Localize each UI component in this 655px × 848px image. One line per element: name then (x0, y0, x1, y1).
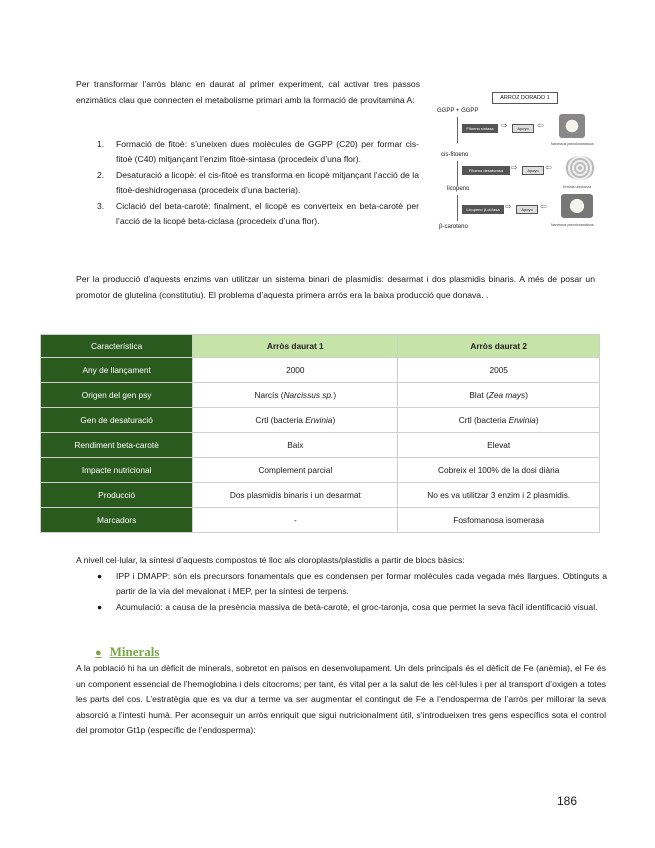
table-row (41, 358, 600, 383)
bacteria-image (565, 156, 595, 180)
arrow-right-icon: ⇦ (545, 163, 552, 172)
step-number: 1. (97, 139, 105, 149)
cell-paragraph: A nivell cel·lular, la síntesi d’aquests compostos té lloc als cloroplasts/plastidis a partir de blocs bàsics: (76, 555, 465, 565)
enzyme-box-crti: Fitoeno desaturasa bacteriana (462, 166, 510, 175)
enzyme-box-psy: Fitoeno sintasa (462, 124, 498, 133)
support-box: Apoyo (522, 166, 544, 175)
table-cell: 2000 (193, 358, 398, 383)
cell-text: Blat ( (469, 390, 489, 400)
cell-italic-text: Erwinia (305, 415, 333, 425)
table-row (41, 483, 600, 508)
pathway-line (457, 117, 458, 143)
row-header: Rendiment beta-carotè (41, 433, 193, 458)
table-cell: Cobreix el 100% de la dosi diària (398, 458, 600, 483)
step-item (97, 199, 419, 230)
arrow-right-icon: ⇦ (540, 202, 547, 211)
table-cell: Fosfomanosa isomerasa (398, 508, 600, 533)
cell-italic-text: Narcissus sp. (283, 390, 334, 400)
row-header: Marcadors (41, 508, 193, 533)
step-item (97, 168, 419, 199)
row-header: Any de llançament (41, 358, 193, 383)
ggpp-label: GGPP + GGPP (437, 108, 479, 114)
plasmid-paragraph: Per la producció d’aquests enzims van utilitzar un sistema binari de plasmidis: desarmat i dos plasmidis binaris. A més de posar un promotor de glutelina (constitutiu). El problema d’aquesta primera arrós era la baixa producció que donava. . (76, 274, 595, 300)
table-row (41, 383, 600, 408)
lycopene-label: licopeno (447, 186, 470, 192)
cell-text: ) (535, 415, 539, 425)
figure-title: ARROZ DORADO 1 (492, 92, 558, 104)
table-cell: Dos plasmidis binaris i un desarmat (193, 483, 398, 508)
cell-text: ) (333, 390, 337, 400)
table-cell: Complement parcial (193, 458, 398, 483)
row-header: Producció (41, 483, 193, 508)
figure-caption: Narcissus pseudonarcissus (551, 223, 594, 227)
bullet-icon: ● (97, 601, 103, 612)
step-number: 3. (97, 200, 105, 211)
step-number: 2. (97, 169, 105, 180)
table-row (41, 433, 600, 458)
row-header: Gen de desaturació (41, 408, 193, 433)
cell-text: Narcís ( (254, 390, 284, 400)
bullet-icon: ● (97, 571, 103, 581)
step-item (97, 137, 419, 168)
beta-carotene-label: β-caroteno (439, 224, 468, 230)
arrow-right-icon: ⇨ (505, 202, 512, 211)
cell-italic-text: Zea mays (488, 390, 526, 400)
table-cell (193, 408, 398, 433)
enzyme-box-lcy: Licopeno β-ciclasa (462, 205, 504, 214)
list-item-text: IPP i DMAPP: són els precursors fonamentals que es condensen per formar molècules cada vegada més llargues. Obtinguts a partir de la via del mevalonat i MEP, per la síntesi de terpens. (116, 571, 607, 597)
table-cell: No es va utilitzar 3 enzim i 2 plasmidis. (398, 483, 600, 508)
pathway-line (457, 195, 458, 221)
arrow-right-icon: ⇨ (501, 121, 508, 130)
figure-caption: Erwinia uredovora (563, 185, 592, 189)
heading-text: Minerals (109, 644, 160, 659)
comparison-table (40, 334, 600, 533)
daffodil-flower-image (559, 114, 585, 138)
support-box: Apoyo (512, 124, 534, 133)
enzymatic-steps-list (97, 137, 419, 229)
table-cell: 2005 (398, 358, 600, 383)
cell-text: ) (525, 390, 528, 400)
table-cell (398, 408, 600, 433)
table-cell: Baix (193, 433, 398, 458)
table-cell: Elevat (398, 433, 600, 458)
bullet-icon: ● (95, 647, 102, 659)
golden-rice-pathway-figure (437, 90, 601, 240)
figure-caption: Narcissus pseudonarcissus (551, 142, 594, 146)
column-header: Arròs daurat 2 (398, 335, 600, 358)
list-item-text: Acumulació: a causa de la presència massiva de betà-carotè, el groc-taronja, cosa que permet la seva fàcil identificació visual. (116, 601, 598, 612)
support-box: Apoyo (516, 205, 538, 214)
phytoene-label: cis-fitoeno (441, 152, 469, 158)
table-cell: - (193, 508, 398, 533)
pathway-line (457, 161, 458, 186)
daffodil-flower-image (561, 194, 593, 218)
table-row (41, 408, 600, 433)
table-header-row (41, 335, 600, 358)
cell-italic-text: Erwinia (508, 415, 536, 425)
table-cell (398, 383, 600, 408)
intro-paragraph: Per transformar l’arròs blanc en daurat al primer experiment, cal activar tres passos enzimàtics clau que connecten el metabolisme primari amb la formació de provitamina A: (76, 79, 420, 105)
column-header: Característica (41, 335, 193, 358)
minerals-heading (95, 644, 159, 660)
arrow-right-icon: ⇦ (537, 121, 544, 130)
minerals-paragraph: A la població hi ha un dèficit de minerals, sobretot en països en desenvolupament. Un dels principals és el dèficit de Fe (anèmia), el Fe és un component essencial de l’hemoglobina i dels citocroms; per tant, és vital per a la salut de les cèl·lules i per al transport d’oxigen a totes les parts del cos. L’estratègia que es va dur a terme va ser augmentar el contingut de Fe a l’endosperma de l’arròs per millorar la seva absorció a l’intestí humà. Per aconseguir un arròs enriquit que sigui nutricionalment útil, s’introdueixen tres gens específics sota el control del promotor Gt1p (específic de l’endosperma): (76, 663, 606, 736)
table-cell (193, 383, 398, 408)
step-text: Formació de fitoè: s’uneixen dues molècules de GGPP (C20) per formar cis-fitoè (C40) mitjançant l’enzim fitoè-sintasa (procedeix d’una flor). (116, 139, 419, 165)
list-item (97, 600, 607, 615)
precursors-bullet-list (97, 569, 607, 615)
column-header: Arròs daurat 1 (193, 335, 398, 358)
step-text: Desaturació a licopè: el cis-fitoè es transforma en licopè mitjançant l’acció de la fitoè-deshidrogenasa (procedeix d’una bacteria). (116, 169, 419, 196)
list-item (97, 569, 607, 600)
arrow-right-icon: ⇨ (511, 163, 518, 172)
page-number: 186 (557, 794, 578, 808)
cell-text: Crtl (bacteria (458, 415, 509, 425)
cell-text: ) (332, 415, 336, 425)
table-row (41, 508, 600, 533)
table-row (41, 458, 600, 483)
row-header: Impacte nutricional (41, 458, 193, 483)
row-header: Origen del gen psy (41, 383, 193, 408)
cell-text: Crtl (bacteria (255, 415, 306, 425)
step-text: Ciclació del beta-carotè: finalment, el licopè es converteix en beta-carotè per l’acció de la licopè beta-ciclasa (procedeix d’una flor). (116, 200, 419, 227)
